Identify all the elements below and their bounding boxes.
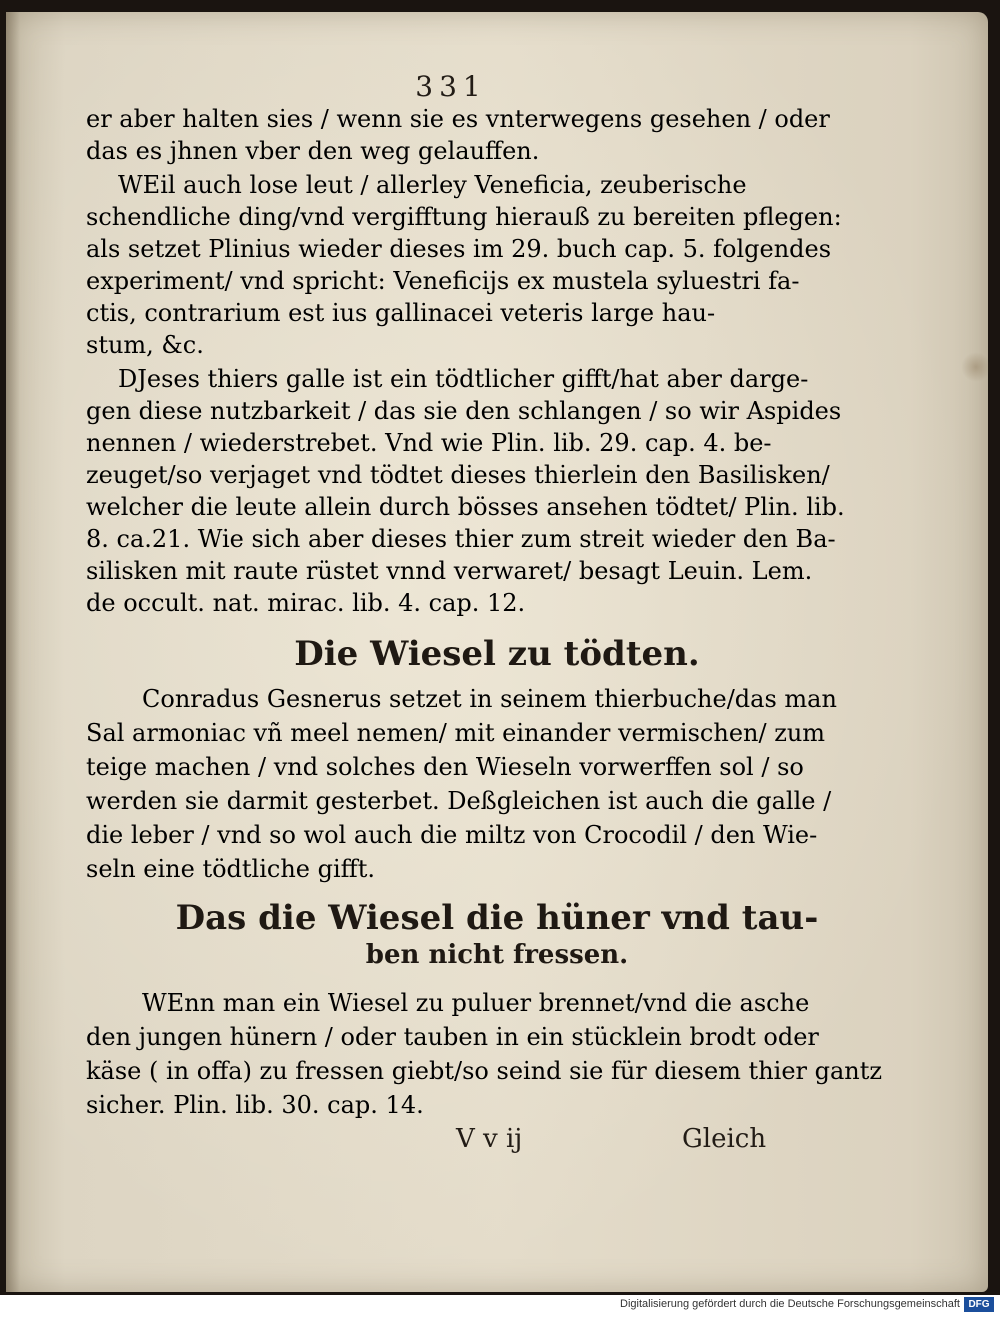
text-line: WEil auch lose leut / allerley Veneficia, zeuberische xyxy=(118,171,747,199)
text-line: teige machen / vnd solches den Wieseln vorwerffen sol / so xyxy=(86,753,804,781)
credit-bar xyxy=(0,1295,1000,1317)
text-line: stum, &c. xyxy=(86,331,204,359)
section-heading: Die Wiesel zu tödten. xyxy=(294,634,700,674)
text-line: käse ( in offa) zu fressen giebt/so seind sie für diesem thier gantz xyxy=(86,1057,883,1085)
text-line: de occult. nat. mirac. lib. 4. cap. 12. xyxy=(86,589,526,617)
text-line: Sal armoniac vñ meel nemen/ mit einander vermischen/ zum xyxy=(86,719,826,747)
section-heading: Das die Wiesel die hüner vnd tau- xyxy=(175,898,819,938)
text-line: werden sie darmit gesterbet. Deßgleichen ist auch die galle / xyxy=(86,787,832,815)
text-line: WEnn man ein Wiesel zu puluer brennet/vnd die asche xyxy=(142,989,810,1017)
book-page xyxy=(6,12,988,1292)
funding-credit: Digitalisierung gefördert durch die Deutsche Forschungsgemeinschaft xyxy=(620,1298,960,1310)
text-line: welcher die leute allein durch bösses ansehen tödtet/ Plin. lib. xyxy=(86,493,845,521)
text-line: den jungen hünern / oder tauben in ein stücklein brodt oder xyxy=(86,1023,819,1051)
text-line: DJeses thiers galle ist ein tödtlicher gifft/hat aber darge- xyxy=(118,365,809,393)
text-line: gen diese nutzbarkeit / das sie den schlangen / so wir Aspides xyxy=(86,397,842,425)
text-line: silisken mit raute rüstet vnnd verwaret/ besagt Leuin. Lem. xyxy=(86,557,813,585)
text-line: die leber / vnd so wol auch die miltz von Crocodil / den Wie- xyxy=(86,821,818,849)
page-number: 331 xyxy=(415,70,487,103)
text-line: das es jhnen vber den weg gelauffen. xyxy=(86,137,540,165)
text-line: zeuget/so verjaget vnd tödtet dieses thierlein den Basilisken/ xyxy=(86,461,830,489)
text-line: nennen / wiederstrebet. Vnd wie Plin. lib. 29. cap. 4. be- xyxy=(86,429,772,457)
text-line: als setzet Plinius wieder dieses im 29. buch cap. 5. folgendes xyxy=(86,235,832,263)
catchword: Gleich xyxy=(682,1124,767,1154)
text-line: schendliche ding/vnd vergifftung hierauß zu bereiten pflegen: xyxy=(86,203,842,231)
text-line: sicher. Plin. lib. 30. cap. 14. xyxy=(86,1091,424,1119)
signature-mark: V v ij xyxy=(456,1124,523,1154)
text-line: experiment/ vnd spricht: Veneficijs ex mustela syluestri fa- xyxy=(86,267,800,295)
text-line: er aber halten sies / wenn sie es vnterwegens gesehen / oder xyxy=(86,105,830,133)
text-line: ctis, contrarium est ius gallinacei veteris large hau- xyxy=(86,299,716,327)
text-line: 8. ca.21. Wie sich aber dieses thier zum streit wieder den Ba- xyxy=(86,525,836,553)
text-line: seln eine tödtliche gifft. xyxy=(86,855,375,883)
dfg-logo: DFG xyxy=(964,1297,994,1312)
paper-stain xyxy=(961,352,991,382)
section-heading-continued: ben nicht fressen. xyxy=(365,940,629,970)
text-line: Conradus Gesnerus setzet in seinem thierbuche/das man xyxy=(142,685,837,713)
